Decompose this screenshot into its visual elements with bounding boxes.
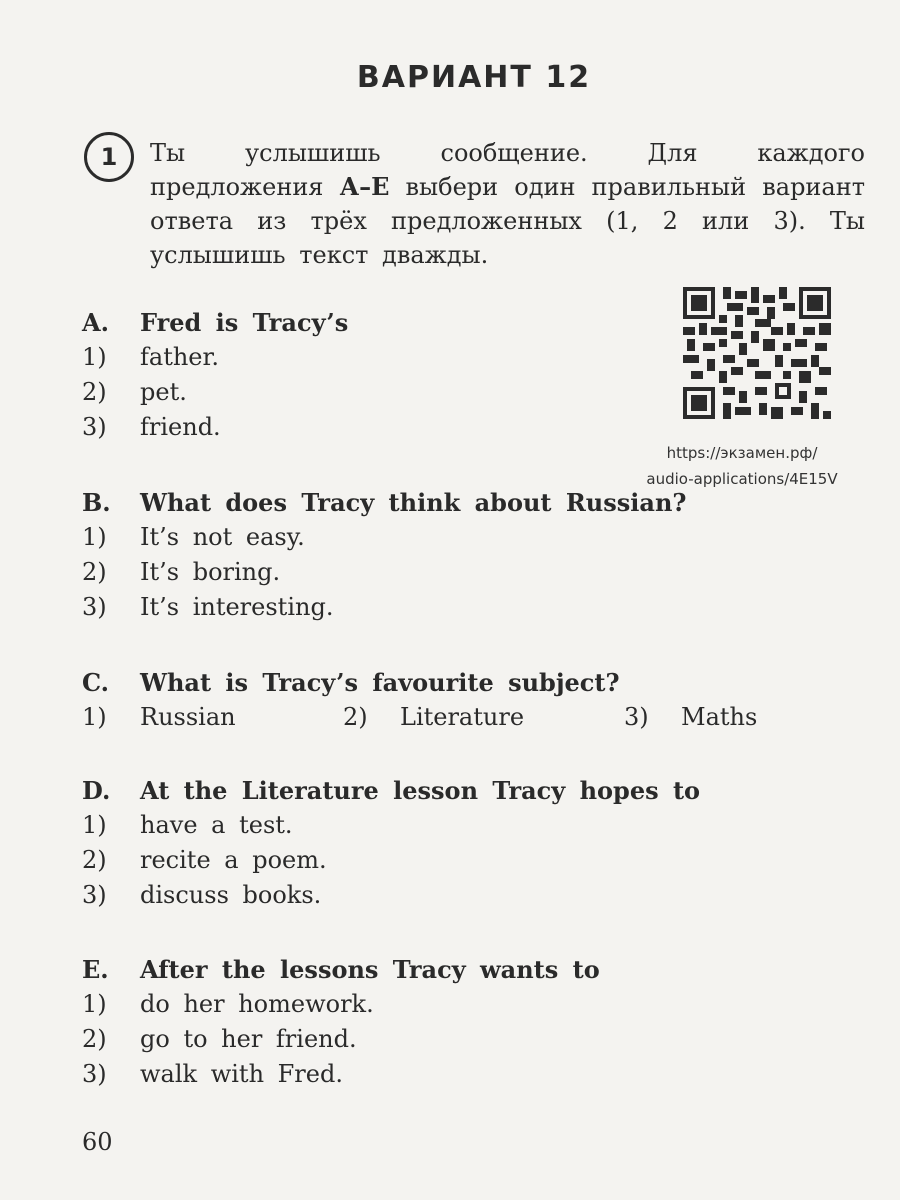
answer-option (82, 340, 348, 375)
option-text: Literature (400, 703, 525, 731)
task-number: 1 (100, 143, 118, 171)
question-c (82, 666, 757, 735)
answer-options-row (82, 700, 757, 735)
option-number: 1) (82, 523, 107, 551)
question-letter: E. (82, 955, 109, 984)
question-a (82, 306, 348, 445)
answer-option (82, 375, 348, 410)
question-e (82, 953, 600, 1092)
instruction-text-1: Ты услышишь сообщение. Для каждого предложения (150, 139, 865, 201)
question-heading (82, 486, 686, 520)
variant-title: ВАРИАНТ 12 (356, 60, 592, 95)
answer-option (82, 987, 600, 1022)
question-letter: B. (82, 488, 111, 517)
question-heading (82, 666, 757, 700)
qr-code-icon[interactable] (683, 287, 831, 419)
option-text: Maths (681, 703, 758, 731)
answer-option (82, 590, 686, 625)
option-number: 1) (82, 703, 107, 731)
option-number: 2) (343, 703, 368, 731)
question-heading (82, 774, 700, 808)
qr-link-line-1: https://экзамен.рф/ (666, 444, 818, 462)
answer-option (82, 843, 700, 878)
qr-audio-link[interactable] (612, 440, 872, 492)
question-text: After the lessons Tracy wants to (140, 955, 600, 984)
option-text: have a test. (140, 811, 293, 839)
option-text: pet. (140, 378, 187, 406)
option-text: It’s boring. (140, 558, 281, 586)
question-b (82, 486, 686, 625)
option-number: 2) (82, 846, 107, 874)
option-text: discuss books. (140, 881, 322, 909)
answer-option (82, 520, 686, 555)
option-number: 3) (82, 881, 107, 909)
question-letter: A. (82, 308, 109, 337)
option-number: 3) (82, 593, 107, 621)
answer-option (82, 808, 700, 843)
option-number: 1) (82, 343, 107, 371)
option-text: friend. (140, 413, 221, 441)
question-text: What is Tracy’s favourite subject? (140, 668, 620, 697)
option-text: recite a poem. (140, 846, 327, 874)
answer-option (82, 878, 700, 913)
question-heading (82, 306, 348, 340)
question-text: What does Tracy think about Russian? (140, 488, 687, 517)
option-number: 1) (82, 990, 107, 1018)
option-text: walk with Fred. (140, 1060, 343, 1088)
option-text: go to her friend. (140, 1025, 357, 1053)
answer-option (82, 555, 686, 590)
option-number: 3) (82, 1060, 107, 1088)
option-text: do her homework. (140, 990, 374, 1018)
option-number: 3) (82, 413, 107, 441)
answer-option (82, 410, 348, 445)
instruction-text-2: выбери один правильный вариант ответа из трёх предложенных (1, 2 или 3). Ты услышишь текст дважды. (150, 173, 866, 269)
task-instruction (150, 136, 865, 272)
option-text: It’s not easy. (140, 523, 305, 551)
question-letter: C. (82, 668, 110, 697)
option-number: 1) (82, 811, 107, 839)
option-number: 2) (82, 378, 107, 406)
question-heading (82, 953, 600, 987)
question-d (82, 774, 700, 913)
page-number: 60 (82, 1128, 113, 1156)
option-number: 3) (624, 703, 649, 731)
option-number: 2) (82, 1025, 107, 1053)
question-text: At the Literature lesson Tracy hopes to (140, 776, 701, 805)
task-number-badge (84, 132, 134, 182)
question-letter: D. (82, 776, 111, 805)
option-text: It’s interesting. (140, 593, 334, 621)
question-text: Fred is Tracy’s (140, 308, 349, 337)
answer-option (82, 1022, 600, 1057)
answer-option (82, 1057, 600, 1092)
option-number: 2) (82, 558, 107, 586)
qr-link-line-2: audio-applications/4E15V (646, 470, 838, 488)
instruction-bold-range: А–Е (339, 172, 390, 201)
option-text: father. (140, 343, 219, 371)
option-text: Russian (140, 703, 236, 731)
